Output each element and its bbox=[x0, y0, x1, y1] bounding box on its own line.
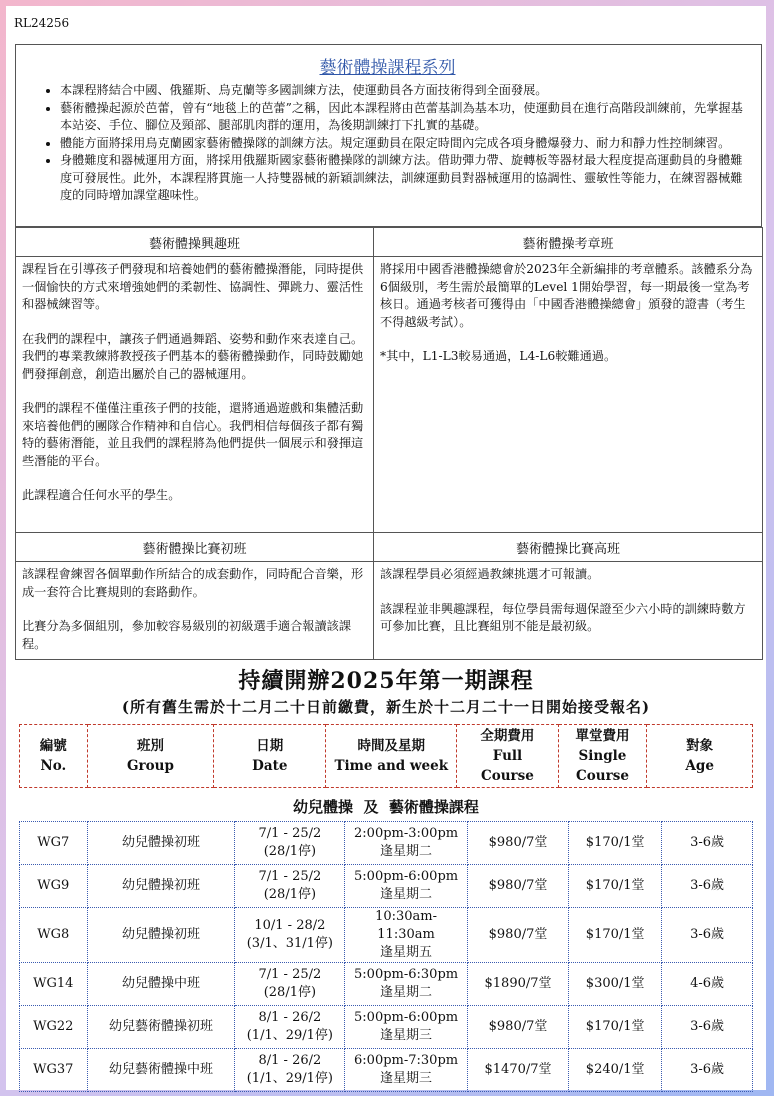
row-full-fee: $1890/7堂 bbox=[467, 963, 568, 1006]
row-group: 幼兒體操初班 bbox=[87, 822, 235, 865]
header-date: 日期 Date bbox=[214, 725, 326, 788]
row-group: 幼兒體操中班 bbox=[87, 963, 235, 1006]
intro-bullet: • 身體難度和器械運用方面，將採用俄羅斯國家藝術體操隊的訓練方法。借助彈力帶、旋轉板等器材最大程度提高運動員的身體難度可發展性。此外，本課程將貫施一人持雙器械的新穎訓練法，訓練運動員對器械運用的協調性、靈敏性等能力，在練習器械難度的同時增加課堂趣味性。 bbox=[60, 152, 749, 205]
row-time: 5:00pm-6:00pm 逢星期二 bbox=[345, 865, 468, 908]
row-date: 10/1 - 28/2 (3/1、31/1停) bbox=[235, 908, 345, 963]
class-description-table bbox=[15, 227, 763, 660]
row-time: 6:00pm-7:30pm 逢星期三 bbox=[345, 1049, 468, 1092]
comp-advanced-class-title: 藝術體操比賽高班 bbox=[374, 533, 763, 562]
row-no: WG37 bbox=[20, 1049, 88, 1092]
row-single-fee: $300/1堂 bbox=[569, 963, 662, 1006]
comp-beginner-class-description bbox=[16, 562, 374, 660]
row-no: WG8 bbox=[20, 908, 88, 963]
description-paragraph: *其中，L1-L3較易通過，L4-L6較難通過。 bbox=[380, 349, 617, 363]
description-paragraph: 將採用中國香港體操總會於2023年全新編排的考章體系。該體系分為6個級別，考生需於最簡單的Level 1開始學習，每一期最後一堂為考核日。通過考核者可獲得由「中國香港體操總會」頒發的證書（考生不得越級考試）。 bbox=[380, 262, 753, 329]
table-row bbox=[20, 908, 753, 963]
row-time: 2:00pm-3:00pm 逢星期二 bbox=[345, 822, 468, 865]
table-row bbox=[20, 963, 753, 1006]
row-age: 3-6歲 bbox=[662, 1006, 753, 1049]
schedule-section-title: 幼兒體操 及 藝術體操課程 bbox=[293, 798, 479, 816]
header-group: 班別 Group bbox=[87, 725, 214, 788]
row-full-fee: $980/7堂 bbox=[467, 822, 568, 865]
row-age: 3-6歲 bbox=[662, 1049, 753, 1092]
document-page bbox=[6, 6, 766, 1090]
row-full-fee: $980/7堂 bbox=[467, 1006, 568, 1049]
row-time: 5:00pm-6:00pm 逢星期三 bbox=[345, 1006, 468, 1049]
description-paragraph: 課程旨在引導孩子們發現和培養她們的藝術體操潛能，同時提供一個愉快的方式來增強她們的柔韌性、協調性、彈跳力、靈活性和器械練習等。 bbox=[22, 262, 364, 311]
header-age: 對象 Age bbox=[647, 725, 753, 788]
row-date: 8/1 - 26/2 (1/1、29/1停) bbox=[235, 1049, 345, 1092]
row-group: 幼兒藝術體操中班 bbox=[87, 1049, 235, 1092]
table-row bbox=[20, 865, 753, 908]
comp-beginner-class-title: 藝術體操比賽初班 bbox=[16, 533, 374, 562]
description-paragraph: 該課程會練習各個單動作所結合的成套動作，同時配合音樂，形成一套符合比賽規則的套路動作。 bbox=[22, 567, 364, 599]
description-paragraph: 該課程並非興趣課程，每位學員需每週保證至少六小時的訓練時數方可參加比賽，且比賽組別不能是最初級。 bbox=[380, 601, 746, 633]
description-paragraph: 我們的課程不僅僅注重孩子們的技能，還將通過遊戲和集體活動來培養他們的團隊合作精神和自信心。我們相信每個孩子都有獨特的藝術潛能，並且我們的課程將為他們提供一個展示和發揮這些潛能的平台。 bbox=[22, 401, 364, 468]
row-single-fee: $170/1堂 bbox=[569, 908, 662, 963]
intro-bullet: • 體能方面將採用烏克蘭國家藝術體操隊的訓練方法。規定運動員在限定時間內完成各項身體爆發力、耐力和靜力性控制練習。 bbox=[60, 135, 749, 153]
row-single-fee: $170/1堂 bbox=[569, 1006, 662, 1049]
row-date: 7/1 - 25/2 (28/1停) bbox=[235, 963, 345, 1006]
row-full-fee: $980/7堂 bbox=[467, 865, 568, 908]
row-no: WG22 bbox=[20, 1006, 88, 1049]
row-no: WG7 bbox=[20, 822, 88, 865]
row-group: 幼兒藝術體操初班 bbox=[87, 1006, 235, 1049]
intro-title: 藝術體操課程系列 bbox=[319, 58, 456, 78]
badge-class-description bbox=[374, 257, 763, 533]
intro-bullet: • 本課程將結合中國、俄羅斯、烏克蘭等多國訓練方法，使運動員各方面技術得到全面發展。 bbox=[60, 82, 749, 100]
document-code: RL24256 bbox=[14, 16, 70, 30]
row-age: 3-6歲 bbox=[662, 822, 753, 865]
row-full-fee: $1470/7堂 bbox=[467, 1049, 568, 1092]
table-row bbox=[20, 1006, 753, 1049]
row-time: 5:00pm-6:30pm 逢星期二 bbox=[345, 963, 468, 1006]
row-age: 4-6歲 bbox=[662, 963, 753, 1006]
row-no: WG14 bbox=[20, 963, 88, 1006]
row-age: 3-6歲 bbox=[662, 908, 753, 963]
header-single-fee: 單堂費用 Single Course bbox=[558, 725, 647, 788]
row-full-fee: $980/7堂 bbox=[467, 908, 568, 963]
schedule-subline: (所有舊生需於十二月二十日前繳費，新生於十二月二十一日開始接受報名) bbox=[121, 698, 651, 716]
description-paragraph: 比賽分為多個組別，參加較容易級別的初級選手適合報讀該課程。 bbox=[22, 619, 352, 651]
row-date: 7/1 - 25/2 (28/1停) bbox=[235, 822, 345, 865]
row-no: WG9 bbox=[20, 865, 88, 908]
schedule-headline: 持續開辦2025年第一期課程 bbox=[238, 668, 534, 694]
interest-class-title: 藝術體操興趣班 bbox=[16, 228, 374, 257]
row-group: 幼兒體操初班 bbox=[87, 865, 235, 908]
schedule-table bbox=[19, 821, 753, 1092]
row-date: 7/1 - 25/2 (28/1停) bbox=[235, 865, 345, 908]
header-full-fee: 全期費用 Full Course bbox=[457, 725, 558, 788]
header-no: 編號 No. bbox=[20, 725, 88, 788]
interest-class-description bbox=[16, 257, 374, 533]
description-paragraph: 在我們的課程中，讓孩子們通過舞蹈、姿勢和動作來表達自己。我們的專業教練將教授孩子們基本的藝術體操動作，同時鼓勵她們發揮創意，創造出屬於自己的器械運用。 bbox=[22, 331, 364, 381]
row-group: 幼兒體操初班 bbox=[87, 908, 235, 963]
intro-bullet-list bbox=[26, 82, 749, 205]
description-paragraph: 該課程學員必須經過教練挑選才可報讀。 bbox=[380, 567, 600, 581]
intro-box bbox=[15, 44, 762, 227]
row-single-fee: $240/1堂 bbox=[569, 1049, 662, 1092]
comp-advanced-class-description bbox=[374, 562, 763, 660]
row-single-fee: $170/1堂 bbox=[569, 865, 662, 908]
table-row bbox=[20, 1049, 753, 1092]
schedule-header-table bbox=[19, 724, 753, 788]
intro-bullet: • 藝術體操起源於芭蕾，曾有“地毯上的芭蕾”之稱，因此本課程將由芭蕾基訓為基本功，使運動員在進行高階段訓練前，先掌握基本站姿、手位、腳位及頸部、腿部肌肉群的運用，為後期訓練打下扎實的基礎。 bbox=[60, 100, 749, 135]
row-single-fee: $170/1堂 bbox=[569, 822, 662, 865]
row-age: 3-6歲 bbox=[662, 865, 753, 908]
description-paragraph: 此課程適合任何水平的學生。 bbox=[22, 488, 181, 502]
row-date: 8/1 - 26/2 (1/1、29/1停) bbox=[235, 1006, 345, 1049]
badge-class-title: 藝術體操考章班 bbox=[374, 228, 763, 257]
row-time: 10:30am-11:30am 逢星期五 bbox=[345, 908, 468, 963]
table-row bbox=[20, 822, 753, 865]
header-time: 時間及星期 Time and week bbox=[326, 725, 457, 788]
